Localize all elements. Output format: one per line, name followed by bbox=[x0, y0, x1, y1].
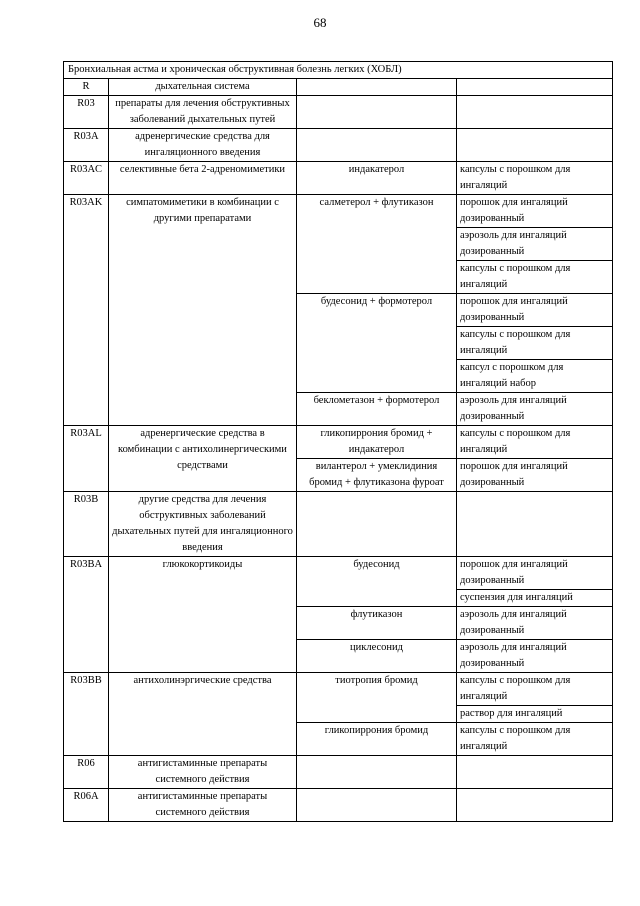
drug-name: циклесонид bbox=[297, 640, 457, 673]
atc-group: глюкокортикоиды bbox=[109, 557, 297, 673]
table-row bbox=[64, 426, 613, 459]
table-row bbox=[64, 673, 613, 706]
drug-form: порошок для ингаляций дозированный bbox=[457, 459, 613, 492]
drug-name bbox=[297, 756, 457, 789]
page-number: 68 bbox=[313, 15, 327, 30]
drug-form: аэрозоль для ингаляций дозированный bbox=[457, 228, 613, 261]
drug-form bbox=[457, 756, 613, 789]
drug-name: вилантерол + умеклидиния бромид + флутиказона фуроат bbox=[297, 459, 457, 492]
drug-form: аэрозоль для ингаляций дозированный bbox=[457, 607, 613, 640]
drug-form bbox=[457, 79, 613, 96]
atc-group: симпатомиметики в комбинации с другими препаратами bbox=[109, 195, 297, 426]
drug-name bbox=[297, 129, 457, 162]
table-title: Бронхиальная астма и хроническая обструктивная болезнь легких (ХОБЛ) bbox=[64, 62, 613, 79]
atc-code: R06 bbox=[64, 756, 109, 789]
drug-form bbox=[457, 789, 613, 822]
atc-code: R03A bbox=[64, 129, 109, 162]
drug-form: порошок для ингаляций дозированный bbox=[457, 557, 613, 590]
atc-code: R03BB bbox=[64, 673, 109, 756]
table-row bbox=[64, 789, 613, 822]
atc-group: антигистаминные препараты системного действия bbox=[109, 789, 297, 822]
drug-form: аэрозоль для ингаляций дозированный bbox=[457, 393, 613, 426]
drug-form bbox=[457, 492, 613, 557]
atc-code: R06A bbox=[64, 789, 109, 822]
table-row bbox=[64, 195, 613, 228]
atc-code: R03B bbox=[64, 492, 109, 557]
atc-code: R03AC bbox=[64, 162, 109, 195]
atc-code: R03BA bbox=[64, 557, 109, 673]
drug-form: капсулы с порошком для ингаляций bbox=[457, 426, 613, 459]
drug-form: порошок для ингаляций дозированный bbox=[457, 195, 613, 228]
drug-form: капсулы с порошком для ингаляций bbox=[457, 327, 613, 360]
table-row bbox=[64, 79, 613, 96]
atc-group: препараты для лечения обструктивных заболеваний дыхательных путей bbox=[109, 96, 297, 129]
drug-form: порошок для ингаляций дозированный bbox=[457, 294, 613, 327]
drug-name: будесонид bbox=[297, 557, 457, 607]
atc-group: дыхательная система bbox=[109, 79, 297, 96]
drug-name: будесонид + формотерол bbox=[297, 294, 457, 393]
atc-group: адренергические средства в комбинации с антихолинергическими средствами bbox=[109, 426, 297, 492]
drug-table bbox=[63, 61, 613, 822]
drug-form bbox=[457, 96, 613, 129]
table-row bbox=[64, 162, 613, 195]
atc-group: селективные бета 2-адреномиметики bbox=[109, 162, 297, 195]
atc-group: антихолинэргические средства bbox=[109, 673, 297, 756]
table-row bbox=[64, 492, 613, 557]
drug-name bbox=[297, 79, 457, 96]
atc-group: другие средства для лечения обструктивных заболеваний дыхательных путей для ингаляционного введения bbox=[109, 492, 297, 557]
drug-name: гликопиррония бромид bbox=[297, 723, 457, 756]
table-row bbox=[64, 129, 613, 162]
drug-form: капсулы с порошком для ингаляций bbox=[457, 162, 613, 195]
drug-form: суспензия для ингаляций bbox=[457, 590, 613, 607]
atc-code: R bbox=[64, 79, 109, 96]
drug-name: индакатерол bbox=[297, 162, 457, 195]
drug-form: капсулы с порошком для ингаляций bbox=[457, 723, 613, 756]
drug-name: беклометазон + формотерол bbox=[297, 393, 457, 426]
drug-name: гликопиррония бромид + индакатерол bbox=[297, 426, 457, 459]
drug-form: раствор для ингаляций bbox=[457, 706, 613, 723]
atc-group: антигистаминные препараты системного действия bbox=[109, 756, 297, 789]
drug-name: салметерол + флутиказон bbox=[297, 195, 457, 294]
table-row bbox=[64, 96, 613, 129]
table-row bbox=[64, 557, 613, 590]
atc-code: R03 bbox=[64, 96, 109, 129]
atc-code: R03AK bbox=[64, 195, 109, 426]
drug-form: аэрозоль для ингаляций дозированный bbox=[457, 640, 613, 673]
table-row bbox=[64, 756, 613, 789]
drug-form: капсулы с порошком для ингаляций bbox=[457, 673, 613, 706]
drug-name bbox=[297, 789, 457, 822]
table-title-row bbox=[64, 62, 613, 79]
drug-form: капсул с порошком для ингаляций набор bbox=[457, 360, 613, 393]
drug-form bbox=[457, 129, 613, 162]
atc-group: адренергические средства для ингаляционного введения bbox=[109, 129, 297, 162]
drug-name bbox=[297, 492, 457, 557]
drug-name: флутиказон bbox=[297, 607, 457, 640]
atc-code: R03AL bbox=[64, 426, 109, 492]
drug-form: капсулы с порошком для ингаляций bbox=[457, 261, 613, 294]
drug-name bbox=[297, 96, 457, 129]
drug-name: тиотропия бромид bbox=[297, 673, 457, 723]
